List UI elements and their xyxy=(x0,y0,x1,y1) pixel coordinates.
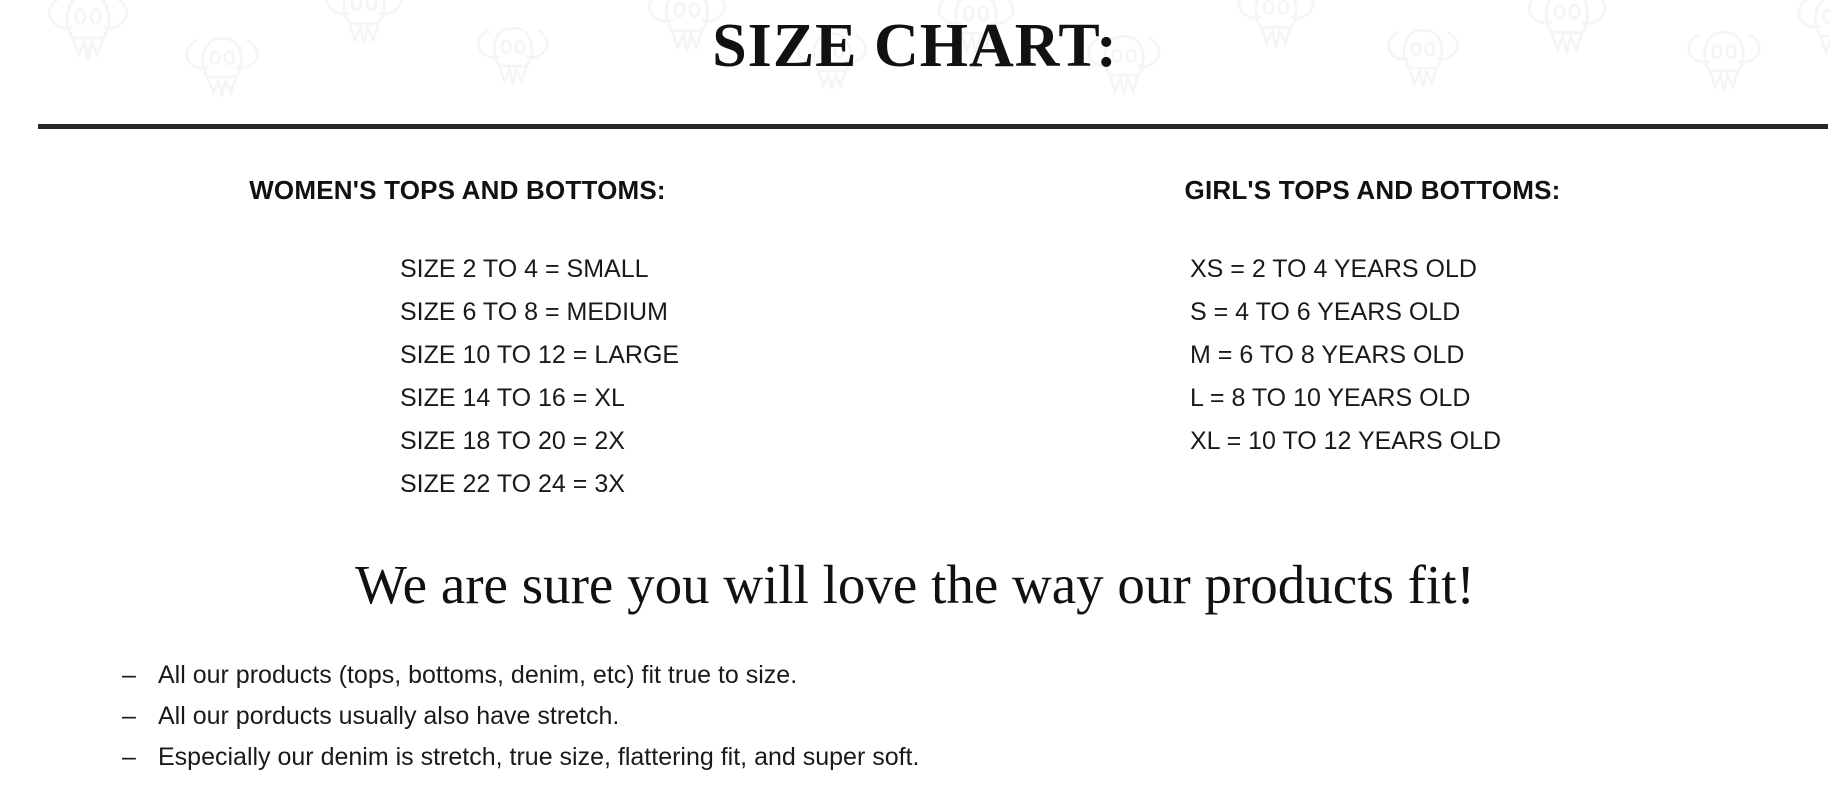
list-item: XL = 10 TO 12 YEARS OLD xyxy=(1190,427,1502,455)
list-item: SIZE 18 TO 20 = 2X xyxy=(400,427,625,455)
page-title: SIZE CHART: xyxy=(712,12,1118,80)
list-item xyxy=(122,696,1622,737)
list-item: L = 8 TO 10 YEARS OLD xyxy=(1190,384,1471,412)
list-item: M = 6 TO 8 YEARS OLD xyxy=(1190,341,1465,369)
note-text: All our products (tops, bottoms, denim, etc) fit true to size. xyxy=(158,661,798,689)
list-item: SIZE 14 TO 16 = XL xyxy=(400,384,625,412)
womens-column-heading: WOMEN'S TOPS AND BOTTOMS: xyxy=(249,175,666,205)
list-item: SIZE 10 TO 12 = LARGE xyxy=(400,341,680,369)
list-item: XS = 2 TO 4 YEARS OLD xyxy=(1190,255,1477,283)
tagline: We are sure you will love the way our products fit! xyxy=(355,554,1475,615)
dash-bullet-icon: – xyxy=(122,661,136,689)
fit-notes-list xyxy=(122,655,1622,778)
dash-bullet-icon: – xyxy=(122,743,136,771)
girls-size-list xyxy=(915,248,1830,463)
list-item xyxy=(122,655,1622,696)
title-divider xyxy=(38,124,1828,129)
girls-column-heading: GIRL'S TOPS AND BOTTOMS: xyxy=(1184,175,1561,205)
girls-size-column xyxy=(915,175,1830,506)
dash-bullet-icon: – xyxy=(122,702,136,730)
list-item: SIZE 2 TO 4 = SMALL xyxy=(400,255,649,283)
list-item xyxy=(122,737,1622,778)
womens-size-list xyxy=(0,248,915,506)
note-text: Especially our denim is stretch, true size, flattering fit, and super soft. xyxy=(158,743,920,771)
size-columns xyxy=(0,175,1830,506)
note-text: All our porducts usually also have stretch. xyxy=(158,702,620,730)
womens-size-column xyxy=(0,175,915,506)
list-item: SIZE 22 TO 24 = 3X xyxy=(400,470,625,498)
list-item: S = 4 TO 6 YEARS OLD xyxy=(1190,298,1461,326)
list-item: SIZE 6 TO 8 = MEDIUM xyxy=(400,298,668,326)
